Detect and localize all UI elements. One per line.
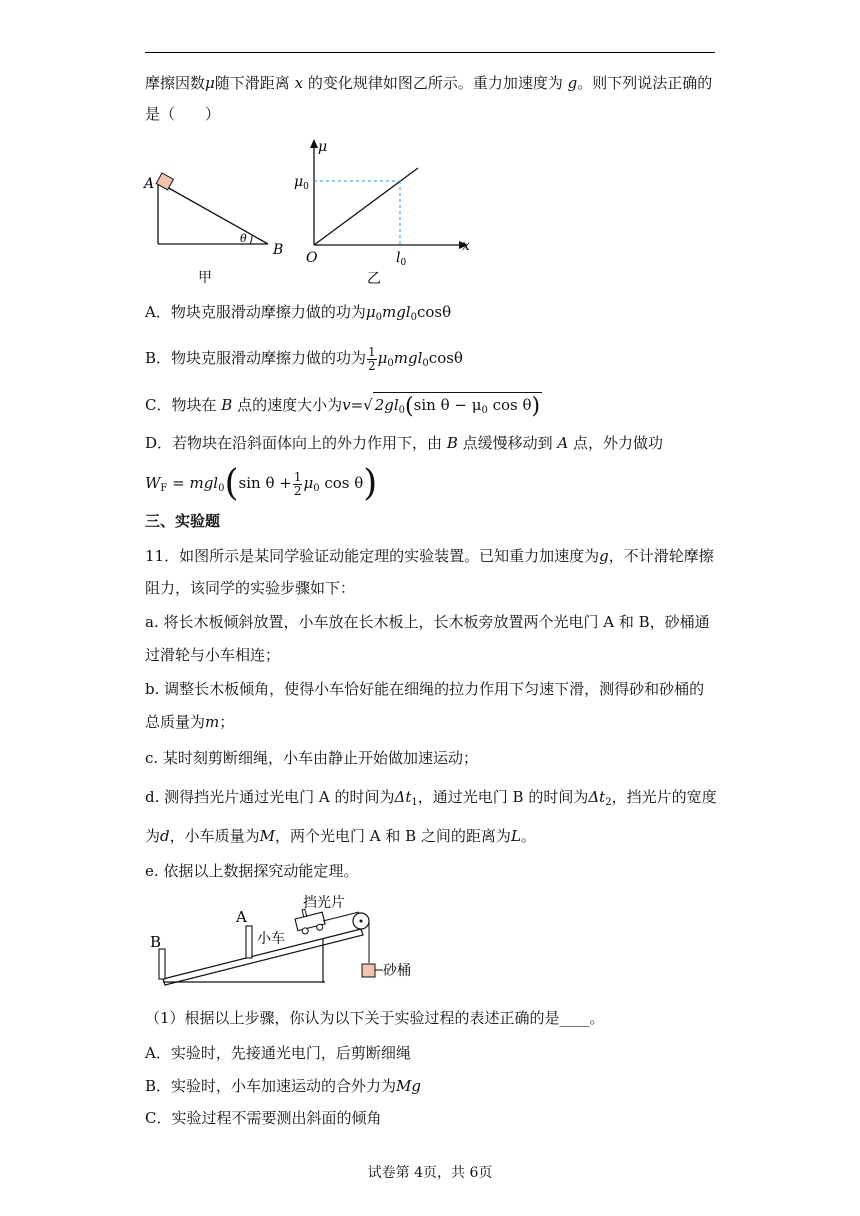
option-a: A．物块克服滑动摩擦力做的功为$\mu_0mgl_0\cos\theta$ [145,303,452,323]
sub-question-1: （1）根据以上步骤，你认为以下关于实验过程的表述正确的是____。 [145,1009,605,1027]
origin-label: O [306,250,318,266]
car-label: 小车 [257,931,285,947]
section-title: 三、实验题 [145,512,221,530]
page-footer: 试卷第 4页，共 6页 [367,1165,493,1181]
option-d-line1: D．若物块在沿斜面体向上的外力作用下，由 B 点缓慢移动到 A 点，外力做功 [145,434,664,452]
option-b: B．物块克服滑动摩擦力做的功为 $\frac{1}{2}$ $\mu_0mgl_0\cos\theta$ [145,344,463,373]
figure-apparatus [145,893,475,993]
shade-label: 挡光片 [303,895,345,911]
sqrt-sign: √ [363,396,373,414]
q11-step-d1: d. 测得挡光片通过光电门 A 的时间为$\Delta t_1$，通过光电门 B 的时间为$\Delta t_2$，挡光片的宽度 [145,788,717,808]
label-theta: θ [240,232,247,245]
label-b: B [273,242,284,258]
question-intro-line2: 是（ ） [145,105,221,123]
answer-blank[interactable]: ____ [559,1009,590,1027]
q11-step-e: e. 依据以上数据探究动能定理。 [145,862,359,880]
axis-x-label: x [462,238,470,254]
header-rule [145,52,715,53]
q11-step-b2: 总质量为m； [145,713,235,731]
gate-a-label: A [236,908,247,926]
q11-line2: 阻力，该同学的实验步骤如下： [145,579,356,597]
label-a: A [144,176,155,192]
q11-line1: 11．如图所示是某同学验证动能定理的实验装置。已知重力加速度为g，不计滑轮摩擦 [145,547,714,565]
choice-a: A．实验时，先接通光电门，后剪断细绳 [145,1044,411,1062]
q11-step-b1: b. 调整长木板倾角，使得小车恰好能在细绳的拉力作用下匀速下滑，测得砂和砂桶的 [145,680,705,698]
bucket-label: 砂桶 [383,963,411,979]
question-intro-line1: 摩擦因数μ随下滑距离 x 的变化规律如图乙所示。重力加速度为 g。则下列说法正确的 [145,74,713,92]
choice-c: C．实验过程不需要测出斜面的倾角 [145,1109,382,1127]
tick-l0: $l_0$ [396,250,407,268]
sqrt-body: $2gl_0(\sin$ $\theta - \mu_0$ cos θ) [373,392,542,423]
tick-mu0: $\mu_0$ [294,174,309,192]
option-d-line2: $W_F = mgl_0(\sin$ θ + $\frac{1}{2}$ $\mu_0$ cos θ) [145,463,378,504]
axis-y-label: μ [318,139,328,155]
choice-b: B．实验时，小车加速运动的合外力为Mg [145,1077,421,1095]
option-c: C．物块在 B 点的速度大小为v=√ $2gl_0(\sin$ $\theta - \mu_0$ cos θ) [145,392,542,423]
q11-step-a2: 过滑轮与小车相连； [145,646,281,664]
q11-step-c: c. 某时刻剪断细绳，小车由静止开始做加速运动； [145,749,478,767]
figure-incline-jia [140,160,300,285]
fraction-half: $\frac{1}{2}$ [368,344,376,373]
gate-b-label: B [150,933,162,951]
caption-yi: 乙 [367,271,381,285]
q11-step-a1: a. 将长木板倾斜放置，小车放在长木板上，长木板旁放置两个光电门 A 和 B，砂桶通 [145,613,710,631]
q11-step-d2: 为d，小车质量为M，两个光电门 A 和 B 之间的距离为L。 [145,827,536,845]
figure-graph-yi [290,135,480,285]
caption-jia: 甲 [198,270,212,285]
